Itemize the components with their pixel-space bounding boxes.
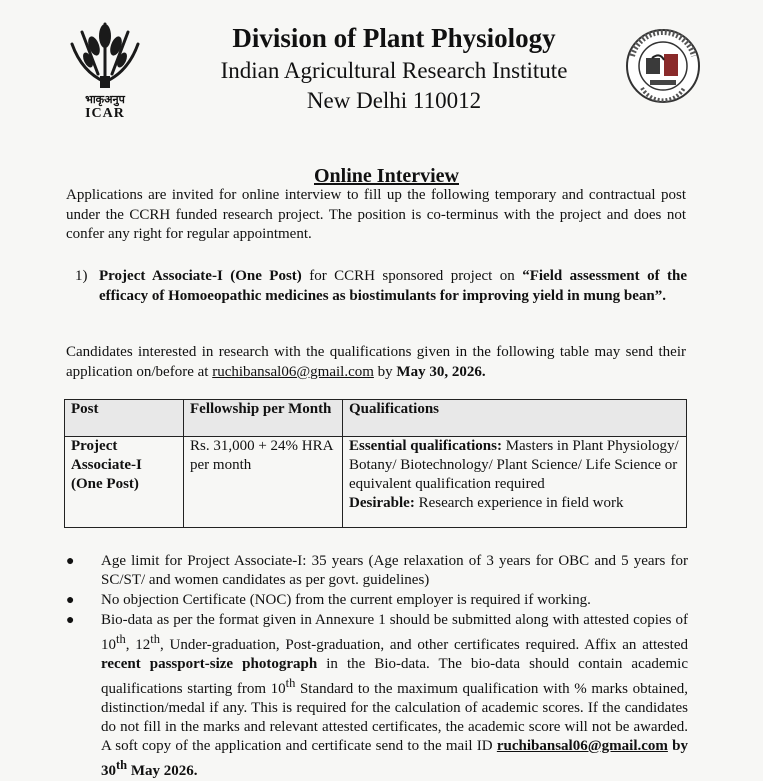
post-item-number: 1) [75, 268, 88, 284]
desirable-text: Research experience in field work [414, 495, 624, 511]
desirable-label: Desirable: [349, 495, 415, 511]
icar-hindi-text: भाकृअनुप [85, 94, 125, 106]
biodata-part: in the Bio-data. The bio-data should contain academic qualifications starting from 10 [101, 656, 689, 697]
essential-label: Essential qualifications: [349, 438, 502, 454]
table-row [65, 437, 687, 528]
post-mid-text: for CCRH sponsored project on [301, 268, 523, 284]
photo-requirement: recent passport-size photograph [101, 656, 318, 672]
cell-fellowship: Rs. 31,000 + 24% HRA per month [184, 437, 343, 528]
cell-post: Project Associate-I (One Post) [65, 437, 184, 528]
biodata-part: Bio-data as per the format given in Annexure 1 should be submitted along with attested copies of 10 [101, 612, 688, 653]
intro-paragraph: Applications are invited for online interview to fill up the following temporary and contractual post under the CCRH funded research project. The position is co-terminus with the project and does not confer any right for regular appointment. [66, 187, 686, 242]
age-limit-text: Age limit for Project Associate-I: 35 years (Age relaxation of 3 years for OBC and 5 years for SC/ST/ and women candidates as per govt. guidelines) [101, 553, 688, 588]
biodata-text [101, 611, 688, 781]
email-link[interactable]: ruchibansal06@gmail.com [212, 363, 374, 380]
essential-text: Masters in Plant Physiology/ Botany/ Biotechnology/ Plant Science/ Life Science or equivalent qualification required [349, 438, 679, 492]
biodata-part: Standard to the maximum qualification with % marks obtained, distinction/medal if any. This is required for the calculation of academic scores. If the candidates do not fill in the marks and relevant attested certificates, the academic score will not be awarded. A soft copy of the application and certificate send to the mail ID [101, 681, 688, 754]
superscript: th [116, 758, 128, 772]
bullet-noc [66, 591, 688, 610]
noc-text: No objection Certificate (NOC) from the current employer is required if working. [101, 592, 591, 608]
biodata-part: , Under-graduation, Post-graduation, and other certificates required. Affix an attested [160, 637, 689, 653]
institute-name: Indian Agricultural Research Institute [220, 58, 568, 83]
project-title: “Field assessment of the efficacy of Homoeopathic medicines as biostimulants for improving yield in mung bean”. [99, 268, 687, 304]
bullet-icon: ● [66, 554, 75, 569]
city-line: New Delhi 110012 [306, 88, 482, 113]
superscript: th [116, 632, 126, 646]
fellowship-table [64, 399, 687, 528]
header-fellowship: Fellowship per Month [184, 400, 343, 437]
biodata-deadline: by 30 [101, 738, 688, 779]
bullet-icon: ● [66, 613, 75, 628]
biodata-part: , 12 [125, 637, 151, 653]
candidates-paragraph [66, 343, 686, 382]
biodata-deadline-end: May 2026. [127, 763, 198, 779]
bullet-biodata [66, 611, 688, 781]
deadline-date: May 30, 2026. [396, 363, 486, 380]
post-name: Project Associate-I (One Post) [99, 268, 302, 284]
division-title: Division of Plant Physiology [232, 23, 556, 53]
header-post: Post [65, 400, 184, 437]
superscript: th [285, 676, 296, 690]
table-header-row [65, 400, 687, 437]
icar-abbreviation: ICAR [85, 106, 125, 121]
post-item [75, 266, 687, 306]
bullet-icon: ● [66, 593, 75, 608]
bullet-age-limit [66, 552, 688, 590]
superscript: th [150, 632, 161, 646]
candidates-text: Candidates interested in research with the qualifications given in the following table may send their application on/before at [66, 344, 686, 380]
header-qualifications: Qualifications [343, 400, 687, 437]
email-link[interactable]: ruchibansal06@gmail.com [496, 738, 668, 754]
candidates-by: by [373, 363, 397, 380]
cell-qualifications [343, 437, 687, 528]
notice-title: Online Interview [314, 165, 459, 187]
